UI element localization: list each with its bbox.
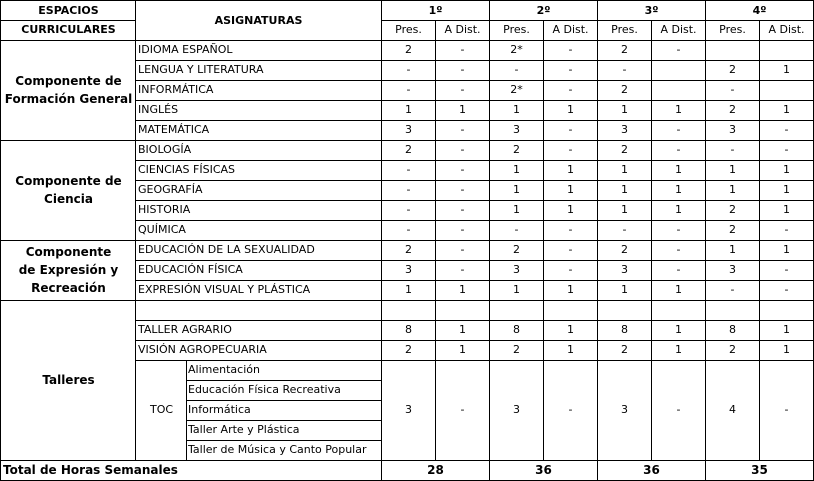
grid-line	[0, 300, 814, 301]
value-cell: -	[460, 63, 465, 76]
value-cell: 2	[405, 43, 412, 56]
value-cell: 2	[405, 243, 412, 256]
value-cell: 2*	[510, 43, 523, 56]
value-cell: 1	[513, 163, 520, 176]
value-cell: 1	[513, 183, 520, 196]
value-cell: 3	[513, 123, 520, 136]
value-cell: -	[676, 243, 681, 256]
value-cell: 1	[783, 243, 790, 256]
value-cell: -	[676, 223, 681, 236]
value-cell: 2	[729, 203, 736, 216]
value-cell: 2	[621, 83, 628, 96]
grid-line	[135, 280, 814, 281]
value-cell: 1	[783, 323, 790, 336]
value-cell: 1	[405, 283, 412, 296]
value-cell: -	[730, 283, 735, 296]
value-cell: 1	[621, 103, 628, 116]
grid-line	[135, 200, 814, 201]
toc-item: Taller de Música y Canto Popular	[188, 443, 367, 456]
value-cell: 1	[621, 183, 628, 196]
value-cell: 1	[459, 103, 466, 116]
subject-cell: LENGUA Y LITERATURA	[138, 63, 264, 76]
value-cell: 1	[675, 283, 682, 296]
grid-line	[0, 20, 136, 21]
subject-cell: HISTORIA	[138, 203, 191, 216]
value-cell: 1	[513, 103, 520, 116]
value-cell: -	[406, 223, 411, 236]
value-cell: 1	[675, 103, 682, 116]
grid-line	[0, 0, 814, 1]
value-cell: -	[568, 83, 573, 96]
subject-cell: VISIÓN AGROPECUARIA	[138, 343, 267, 356]
value-cell: -	[460, 243, 465, 256]
value-cell: -	[568, 263, 573, 276]
value-cell	[652, 60, 705, 80]
toc-value: -	[784, 403, 789, 416]
grid-line	[135, 340, 814, 341]
grid-line	[135, 80, 814, 81]
subject-cell: TALLER AGRARIO	[138, 323, 232, 336]
value-cell: 1	[621, 203, 628, 216]
value-cell: -	[460, 183, 465, 196]
group-talleres: Talleres	[42, 373, 95, 387]
subject-cell: EDUCACIÓN FÍSICA	[138, 263, 243, 276]
toc-value: 3	[405, 403, 412, 416]
group-formacion-general: Componente de	[15, 74, 122, 88]
value-cell: 1	[567, 323, 574, 336]
value-cell: -	[460, 203, 465, 216]
grid-line	[135, 160, 814, 161]
value-cell: 3	[405, 123, 412, 136]
value-cell: 1	[621, 163, 628, 176]
toc-label: TOC	[149, 403, 174, 416]
value-cell: 2	[729, 103, 736, 116]
value-cell: -	[676, 43, 681, 56]
grade-header: 4º	[752, 4, 767, 17]
value-cell: -	[622, 223, 627, 236]
grid-line	[135, 260, 814, 261]
value-cell: -	[730, 143, 735, 156]
value-cell: 1	[675, 163, 682, 176]
total-label: Total de Horas Semanales	[3, 463, 178, 477]
value-cell: -	[460, 223, 465, 236]
grid-line	[135, 60, 814, 61]
value-cell: 1	[567, 343, 574, 356]
value-cell: 2*	[510, 83, 523, 96]
value-cell: 2	[513, 143, 520, 156]
grid-line	[135, 360, 814, 361]
value-cell: 1	[783, 163, 790, 176]
grid-line	[186, 400, 382, 401]
value-cell: 2	[405, 143, 412, 156]
value-cell: 2	[621, 143, 628, 156]
value-cell: -	[568, 43, 573, 56]
value-cell: 1	[567, 183, 574, 196]
subject-cell: QUÍMICA	[138, 223, 186, 236]
value-cell: 1	[675, 203, 682, 216]
toc-item: Educación Física Recreativa	[188, 383, 341, 396]
value-cell: -	[460, 83, 465, 96]
grid-line	[135, 100, 814, 101]
value-cell: 3	[729, 263, 736, 276]
group-expresion: Componente	[25, 245, 112, 259]
value-cell: -	[406, 203, 411, 216]
subject-cell: BIOLOGÍA	[138, 143, 192, 156]
value-cell: 8	[729, 323, 736, 336]
pres-header: Pres.	[611, 23, 638, 36]
value-cell: -	[568, 63, 573, 76]
grid-line	[135, 220, 814, 221]
value-cell: 1	[729, 243, 736, 256]
toc-value: -	[460, 403, 465, 416]
grade-header: 2º	[536, 4, 551, 17]
value-cell: -	[460, 43, 465, 56]
toc-item: Taller Arte y Plástica	[188, 423, 300, 436]
value-cell: 1	[459, 283, 466, 296]
value-cell: -	[460, 123, 465, 136]
subject-cell: EDUCACIÓN DE LA SEXUALIDAD	[138, 243, 315, 256]
value-cell	[706, 40, 759, 60]
value-cell: 1	[459, 323, 466, 336]
value-cell: 3	[621, 263, 628, 276]
value-cell: 2	[621, 43, 628, 56]
value-cell: 1	[783, 63, 790, 76]
group-expresion: de Expresión y	[18, 263, 119, 277]
subject-cell: MATEMÁTICA	[138, 123, 210, 136]
pres-header: Pres.	[395, 23, 422, 36]
value-cell: 2	[621, 243, 628, 256]
value-cell: 1	[783, 203, 790, 216]
toc-value: 3	[621, 403, 628, 416]
value-cell: 1	[729, 183, 736, 196]
pres-header: Pres.	[719, 23, 746, 36]
subject-cell: CIENCIAS FÍSICAS	[138, 163, 236, 176]
adist-header: A Dist.	[552, 23, 589, 36]
value-cell: -	[406, 163, 411, 176]
value-cell: 1	[783, 183, 790, 196]
value-cell: 8	[405, 323, 412, 336]
value-cell: 3	[513, 263, 520, 276]
value-cell: 1	[567, 103, 574, 116]
value-cell: -	[784, 143, 789, 156]
value-cell: 1	[567, 283, 574, 296]
value-cell: 2	[729, 63, 736, 76]
value-cell: 1	[405, 103, 412, 116]
value-cell: -	[514, 63, 519, 76]
grid-line	[135, 180, 814, 181]
value-cell: -	[406, 63, 411, 76]
value-cell: -	[676, 263, 681, 276]
total-value: 36	[643, 463, 660, 477]
value-cell: 1	[567, 163, 574, 176]
value-cell: -	[460, 163, 465, 176]
value-cell: -	[784, 123, 789, 136]
header-espacios: ESPACIOS	[38, 4, 99, 17]
value-cell: -	[568, 123, 573, 136]
grid-line	[0, 460, 814, 461]
value-cell: 1	[513, 283, 520, 296]
value-cell: 2	[621, 343, 628, 356]
value-cell: -	[460, 263, 465, 276]
grid-line	[0, 140, 814, 141]
value-cell: 3	[621, 123, 628, 136]
grid-line	[0, 240, 814, 241]
value-cell: 1	[783, 103, 790, 116]
value-cell	[760, 40, 813, 60]
value-cell: 3	[405, 263, 412, 276]
toc-item: Alimentación	[188, 363, 260, 376]
grid-line	[135, 320, 814, 321]
subject-cell: EXPRESIÓN VISUAL Y PLÁSTICA	[138, 283, 311, 296]
grade-header: 1º	[428, 4, 443, 17]
total-value: 35	[751, 463, 768, 477]
value-cell: -	[460, 143, 465, 156]
adist-header: A Dist.	[660, 23, 697, 36]
value-cell: 1	[675, 323, 682, 336]
value-cell: 1	[729, 163, 736, 176]
value-cell: 1	[621, 283, 628, 296]
grid-line	[186, 420, 382, 421]
value-cell: -	[676, 143, 681, 156]
grid-line	[0, 40, 814, 41]
value-cell: -	[622, 63, 627, 76]
grid-line	[135, 0, 136, 461]
subject-cell: INFORMÁTICA	[138, 83, 214, 96]
value-cell: -	[730, 83, 735, 96]
pres-header: Pres.	[503, 23, 530, 36]
value-cell: -	[406, 183, 411, 196]
subject-cell: GEOGRAFÍA	[138, 183, 203, 196]
value-cell: -	[514, 223, 519, 236]
value-cell: 8	[621, 323, 628, 336]
grid-line	[186, 440, 382, 441]
group-expresion: Recreación	[31, 281, 106, 295]
value-cell: -	[568, 243, 573, 256]
value-cell: -	[406, 83, 411, 96]
value-cell: 1	[567, 203, 574, 216]
value-cell: 2	[513, 343, 520, 356]
value-cell: -	[568, 223, 573, 236]
total-value: 36	[535, 463, 552, 477]
value-cell: -	[676, 123, 681, 136]
total-value: 28	[427, 463, 444, 477]
value-cell: 2	[729, 223, 736, 236]
toc-value: 4	[729, 403, 736, 416]
toc-item: Informática	[188, 403, 251, 416]
toc-value: -	[568, 403, 573, 416]
value-cell: 8	[513, 323, 520, 336]
value-cell	[760, 80, 813, 100]
value-cell: -	[568, 143, 573, 156]
subject-cell: INGLÉS	[138, 103, 179, 116]
adist-header: A Dist.	[768, 23, 805, 36]
value-cell	[652, 80, 705, 100]
value-cell: 1	[675, 183, 682, 196]
grid-line	[186, 380, 382, 381]
value-cell: -	[784, 263, 789, 276]
value-cell: 1	[783, 343, 790, 356]
grade-header: 3º	[644, 4, 659, 17]
adist-header: A Dist.	[444, 23, 481, 36]
value-cell: 2	[513, 243, 520, 256]
subject-cell: IDIOMA ESPAÑOL	[138, 43, 233, 56]
value-cell: 2	[405, 343, 412, 356]
value-cell: 1	[675, 343, 682, 356]
header-curriculares: CURRICULARES	[21, 23, 116, 36]
value-cell: 1	[459, 343, 466, 356]
value-cell: 1	[513, 203, 520, 216]
group-ciencia: Ciencia	[44, 192, 93, 206]
grid-line	[135, 120, 814, 121]
value-cell: 3	[729, 123, 736, 136]
value-cell: -	[784, 223, 789, 236]
toc-value: -	[676, 403, 681, 416]
value-cell: -	[784, 283, 789, 296]
toc-value: 3	[513, 403, 520, 416]
group-ciencia: Componente de	[15, 174, 122, 188]
value-cell: 2	[729, 343, 736, 356]
group-formacion-general: Formación General	[4, 92, 133, 106]
grid-line	[186, 360, 187, 461]
header-asignaturas: ASIGNATURAS	[214, 14, 303, 27]
